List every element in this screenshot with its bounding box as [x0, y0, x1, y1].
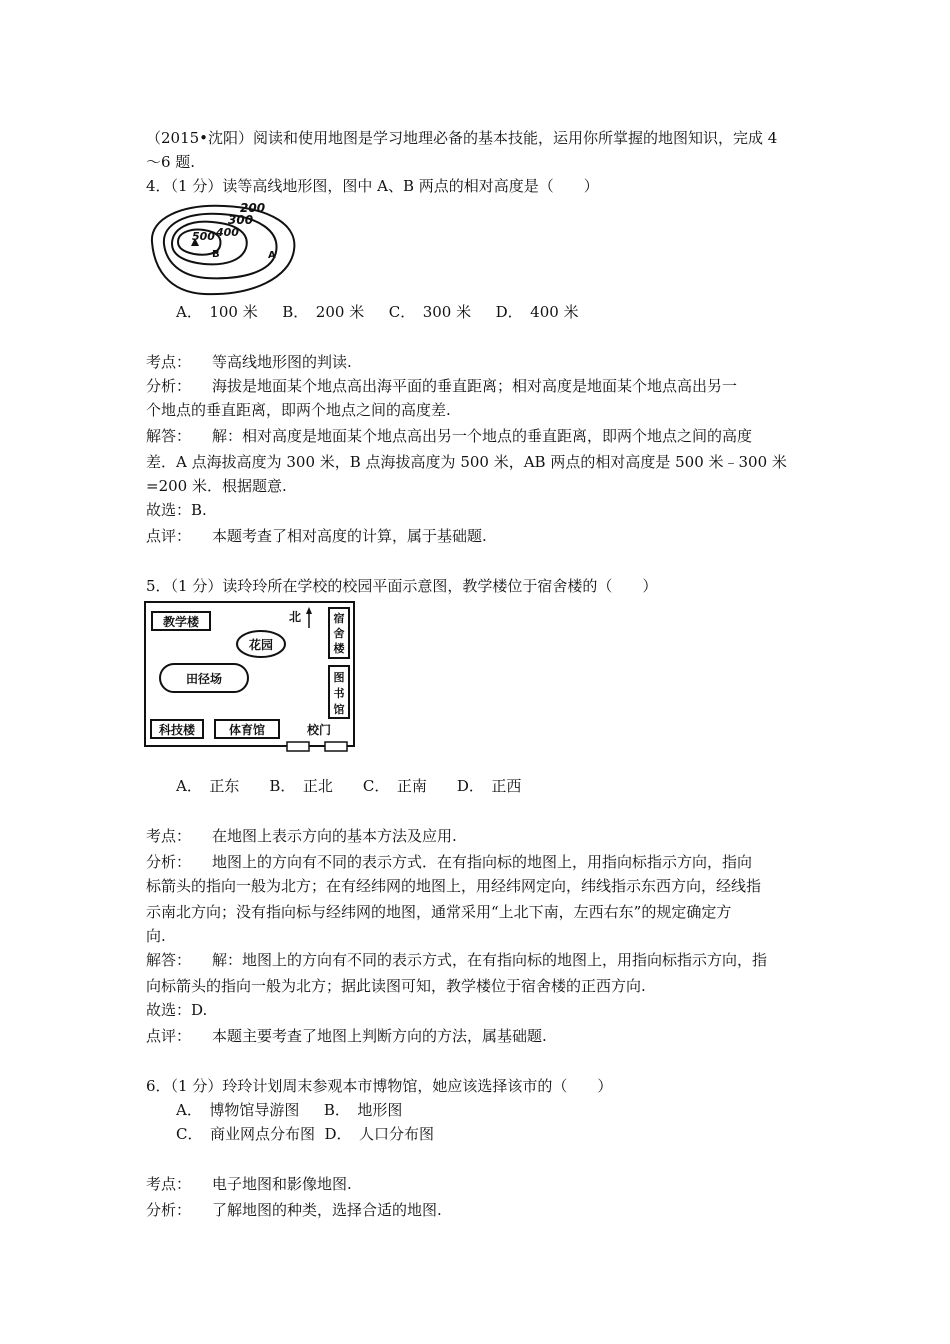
q4-jieda-2: 差．A 点海拔高度为 300 米，B 点海拔高度为 500 米，AB 两点的相对高度是 500 米﹣300 米	[146, 453, 787, 471]
point-label-b: B	[212, 249, 220, 260]
contour-map-figure	[142, 200, 302, 300]
q6-options-1: A． 博物馆导游图 B． 地形图	[176, 1101, 403, 1119]
north-label: 北	[289, 610, 302, 624]
q5-fenxi-2: 标箭头的指向一般为北方；在有经纬网的地图上，用经纬网定向，纬线指示东西方向，经线指	[146, 877, 762, 895]
svg-text:图: 图	[333, 671, 345, 684]
q4-stem: 4．（1 分）读等高线地形图，图中 A、B 两点的相对高度是（ ）	[146, 177, 599, 195]
svg-text:舍: 舍	[333, 627, 345, 640]
svg-text:楼: 楼	[333, 642, 345, 655]
q4-fenxi-1: 分析： 海拔是地面某个地点高出海平面的垂直距离；相对高度是地面某个地点高出另一	[146, 377, 738, 395]
svg-text:宿: 宿	[333, 612, 345, 625]
intro-line-1: （2015•沈阳）阅读和使用地图是学习地理必备的基本技能，运用你所掌握的地图知识，完成 4	[146, 129, 778, 147]
q4-jieda-1: 解答： 解：相对高度是地面某个地点高出另一个地点的垂直距离，即两个地点之间的高度	[146, 427, 753, 445]
q5-answer: 故选：D.	[146, 1001, 208, 1019]
q5-options: A． 正东 B． 正北 C． 正南 D． 正西	[176, 777, 522, 795]
contour-label-300: 300	[228, 213, 254, 227]
gate-label: 校门	[306, 723, 332, 737]
gate-right-post	[325, 742, 347, 751]
q5-stem: 5．（1 分）读玲玲所在学校的校园平面示意图，教学楼位于宿舍楼的（ ）	[146, 577, 658, 595]
q5-jieda-1: 解答： 解：地图上的方向有不同的表示方式，在有指向标的地图上，用指向标指示方向，指	[146, 951, 768, 969]
q4-fenxi-2: 个地点的垂直距离，即两个地点之间的高度差.	[146, 401, 451, 419]
q6-kaodian: 考点： 电子地图和影像地图.	[146, 1175, 352, 1193]
q5-fenxi-1: 分析： 地图上的方向有不同的表示方式．在有指向标的地图上，用指向标指示方向，指向	[146, 853, 753, 871]
point-label-a: A	[268, 250, 276, 261]
gate-left-post	[287, 742, 309, 751]
svg-text:馆: 馆	[333, 703, 345, 716]
svg-text:书: 书	[333, 687, 345, 700]
q5-fenxi-4: 向.	[146, 927, 166, 945]
q4-kaodian: 考点： 等高线地形图的判读.	[146, 353, 352, 371]
q5-fenxi-3: 示南北方向；没有指向标与经纬网的地图，通常采用“上北下南，左西右东”的规定确定方	[146, 903, 732, 921]
q6-options-2: C． 商业网点分布图 D． 人口分布图	[176, 1125, 435, 1143]
q4-options: A． 100 米 B． 200 米 C． 300 米 D． 400 米	[176, 303, 579, 321]
intro-line-2: ～6 题.	[146, 153, 196, 171]
q4-answer: 故选：B.	[146, 501, 207, 519]
q6-fenxi: 分析： 了解地图的种类，选择合适的地图.	[146, 1201, 442, 1219]
svg-text:花园: 花园	[248, 638, 274, 652]
contour-label-500: 500	[192, 230, 215, 243]
contour-label-200: 200	[240, 201, 266, 215]
contour-label-400: 400	[216, 226, 239, 239]
campus-map-figure	[143, 600, 359, 752]
svg-text:体育馆: 体育馆	[228, 723, 266, 737]
svg-text:科技楼: 科技楼	[158, 723, 196, 737]
q4-dianping: 点评： 本题考查了相对高度的计算，属于基础题.	[146, 527, 487, 545]
q4-jieda-3: =200 米．根据题意.	[146, 477, 287, 495]
svg-text:田径场: 田径场	[185, 672, 223, 686]
q5-jieda-2: 向标箭头的指向一般为北方；据此读图可知，教学楼位于宿舍楼的正西方向.	[146, 977, 646, 995]
svg-text:教学楼: 教学楼	[162, 615, 200, 629]
q5-kaodian: 考点： 在地图上表示方向的基本方法及应用.	[146, 827, 457, 845]
q5-dianping: 点评： 本题主要考查了地图上判断方向的方法，属基础题.	[146, 1027, 547, 1045]
q6-stem: 6．（1 分）玲玲计划周末参观本市博物馆，她应该选择该市的（ ）	[146, 1077, 613, 1095]
